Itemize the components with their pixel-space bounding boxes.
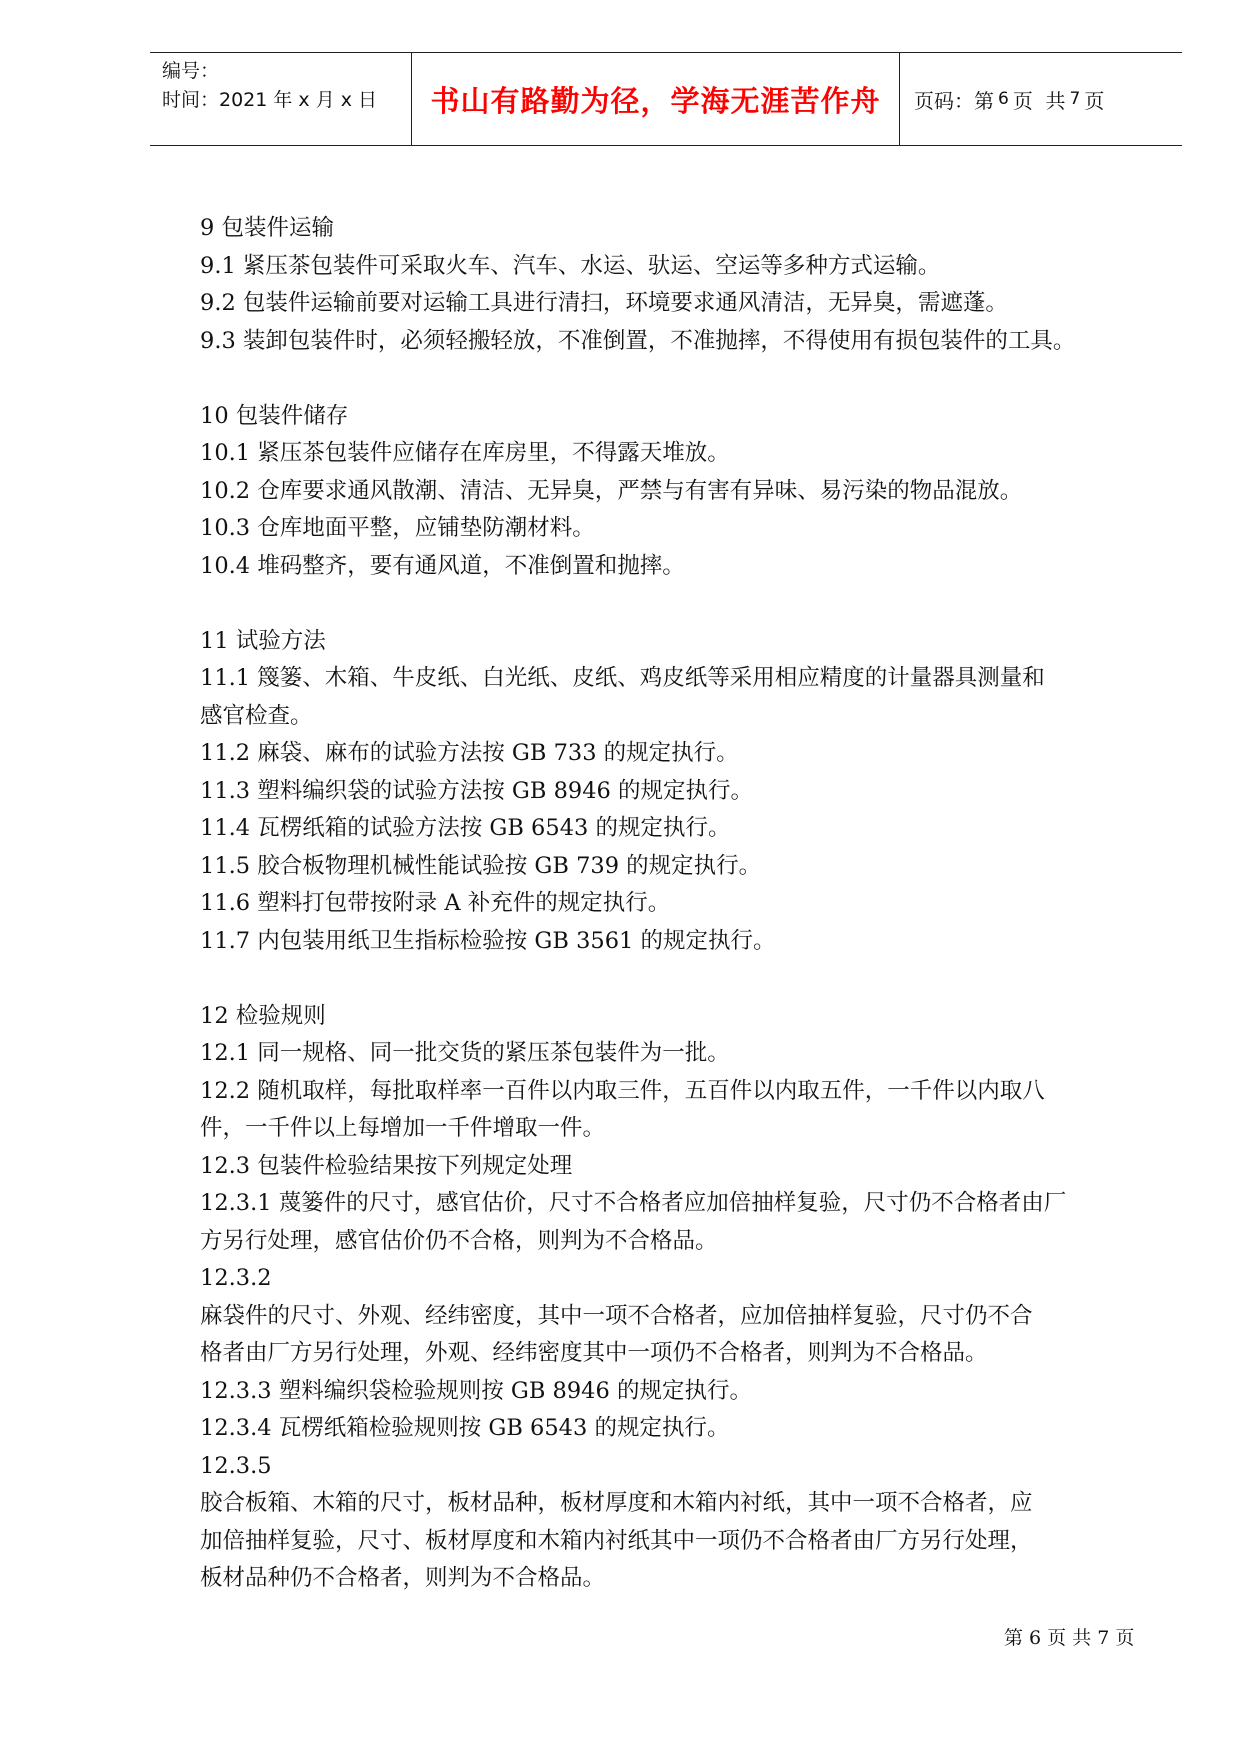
body-line: 12.3.4 瓦楞纸箱检验规则按 GB 6543 的规定执行。: [200, 1415, 730, 1441]
body-line: 9.2 包装件运输前要对运输工具进行清扫，环境要求通风清洁，无异臭，需遮蓬。: [200, 290, 1008, 316]
body-line: 12.3.2: [200, 1265, 272, 1291]
body-line: 麻袋件的尺寸、外观、经纬密度，其中一项不合格者，应加倍抽样复验，尺寸仍不合: [200, 1302, 1033, 1329]
body-line: 9.3 装卸包装件时，必须轻搬轻放，不准倒置，不准抛摔，不得使用有损包装件的工具。: [200, 327, 1076, 354]
body-line: 11.5 胶合板物理机械性能试验按 GB 739 的规定执行。: [200, 852, 762, 879]
body-line: 11.3 塑料编织袋的试验方法按 GB 8946 的规定执行。: [200, 777, 753, 804]
header-meta: [150, 53, 412, 145]
page-current: 6: [998, 89, 1009, 109]
body-line: 10.2 仓库要求通风散潮、清洁、无异臭，严禁与有害有异味、易污染的物品混放。: [200, 477, 1023, 504]
page-total: 7: [1069, 89, 1081, 109]
body-line: 11.6 塑料打包带按附录 A 补充件的规定执行。: [200, 890, 671, 916]
body-line: 胶合板箱、木箱的尺寸，板材品种，板材厚度和木箱内衬纸，其中一项不合格者，应: [200, 1490, 1033, 1516]
document-body: [200, 210, 1150, 1598]
body-line: 11 试验方法: [200, 627, 326, 654]
body-line: 加倍抽样复验，尺寸、板材厚度和木箱内衬纸其中一项仍不合格者由厂方另行处理，: [200, 1527, 1033, 1554]
body-line: 格者由厂方另行处理，外观、经纬密度其中一项仍不合格者，则判为不合格品。: [200, 1340, 988, 1366]
page-label-mid: 页 共: [1012, 88, 1066, 113]
body-line: 10 包装件储存: [200, 402, 349, 429]
body-line: 12.3.1 蔑篓件的尺寸，感官估价，尺寸不合格者应加倍抽样复验，尺寸仍不合格者由厂: [200, 1190, 1067, 1216]
body-line: 11.7 内包装用纸卫生指标检验按 GB 3561 的规定执行。: [200, 927, 776, 954]
body-line: 12 检验规则: [200, 1002, 326, 1029]
body-line: 11.1 篾篓、木箱、牛皮纸、白光纸、皮纸、鸡皮纸等采用相应精度的计量器具测量和: [200, 665, 1045, 691]
serial-label: 编号：: [162, 60, 220, 82]
body-line: 11.4 瓦楞纸箱的试验方法按 GB 6543 的规定执行。: [200, 815, 731, 841]
body-line: 9.1 紧压茶包装件可采取火车、汽车、水运、驮运、空运等多种方式运输。: [200, 252, 941, 279]
body-line: 12.2 随机取样，每批取样率一百件以内取三件，五百件以内取五件，一千件以内取八: [200, 1077, 1045, 1104]
body-line: 12.3.5: [200, 1452, 272, 1479]
header-motto: 书山有路勤为径，学海无涯苦作舟: [412, 53, 900, 145]
page-label-suffix: 页: [1084, 88, 1105, 113]
page-label-prefix: 页码：第: [914, 88, 994, 113]
body-line: 9 包装件运输: [200, 215, 334, 241]
body-line: 11.2 麻袋、麻布的试验方法按 GB 733 的规定执行。: [200, 740, 739, 766]
body-line: 件，一千件以上每增加一千件增取一件。: [200, 1115, 606, 1141]
header-page-number: [900, 53, 1182, 145]
page-header: [150, 52, 1182, 146]
body-line: 板材品种仍不合格者，则判为不合格品。: [200, 1565, 606, 1591]
body-line: 10.3 仓库地面平整，应铺垫防潮材料。: [200, 515, 595, 541]
body-line: 12.1 同一规格、同一批交货的紧压茶包装件为一批。: [200, 1040, 730, 1066]
time-label: 时间：2021 年 x 月 x 日: [162, 89, 378, 111]
body-line: 10.4 堆码整齐，要有通风道，不准倒置和抛摔。: [200, 552, 685, 579]
body-line: 感官检查。: [200, 702, 313, 729]
body-line: 方另行处理，感官估价仍不合格，则判为不合格品。: [200, 1227, 718, 1254]
body-line: 12.3 包装件检验结果按下列规定处理: [200, 1152, 573, 1179]
page-footer: 第 6 页 共 7 页: [1004, 1627, 1135, 1649]
body-line: 10.1 紧压茶包装件应储存在库房里，不得露天堆放。: [200, 440, 730, 466]
body-line: 12.3.3 塑料编织袋检验规则按 GB 8946 的规定执行。: [200, 1377, 752, 1404]
